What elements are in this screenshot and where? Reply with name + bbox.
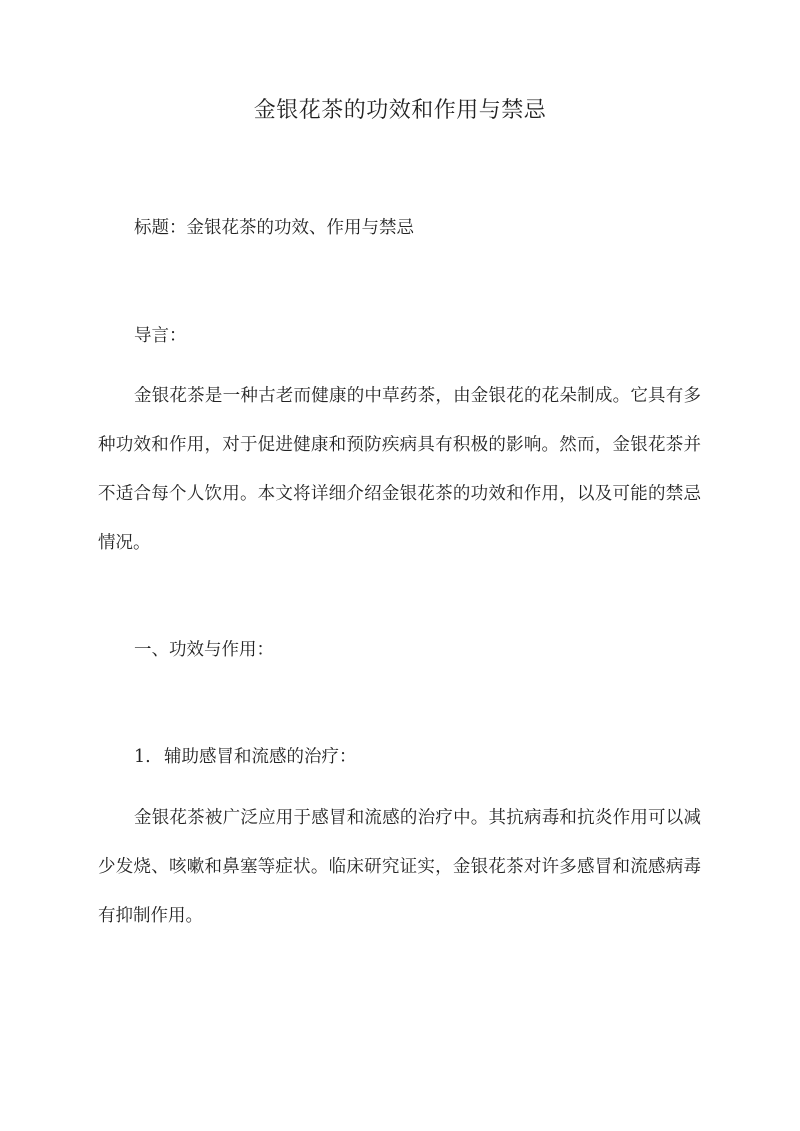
subsection-number: 1.: [134, 747, 151, 767]
intro-paragraph: 金银花茶是一种古老而健康的中草药茶，由金银花的花朵制成。它具有多种功效和作用，对于促进健康和预防疾病具有积极的影响。然而，金银花茶并不适合每个人饮用。本文将详细介绍金银花茶的功效和作用，以及可能的禁忌情况。: [98, 386, 701, 553]
document-title: 金银花茶的功效和作用与禁忌: [253, 98, 547, 123]
subtitle-line: 标题：金银花茶的功效、作用与禁忌: [134, 218, 414, 238]
intro-heading: 导言：: [134, 326, 187, 346]
subsection-one-heading: [134, 745, 357, 769]
subsection-one-paragraph: 金银花茶被广泛应用于感冒和流感的治疗中。其抗病毒和抗炎作用可以减少发烧、咳嗽和鼻塞等症状。临床研究证实，金银花茶对许多感冒和流感病毒有抑制作用。: [98, 808, 701, 926]
section-one-heading: 一、功效与作用：: [134, 640, 274, 660]
subsection-heading-text: 辅助感冒和流感的治疗：: [164, 747, 357, 767]
